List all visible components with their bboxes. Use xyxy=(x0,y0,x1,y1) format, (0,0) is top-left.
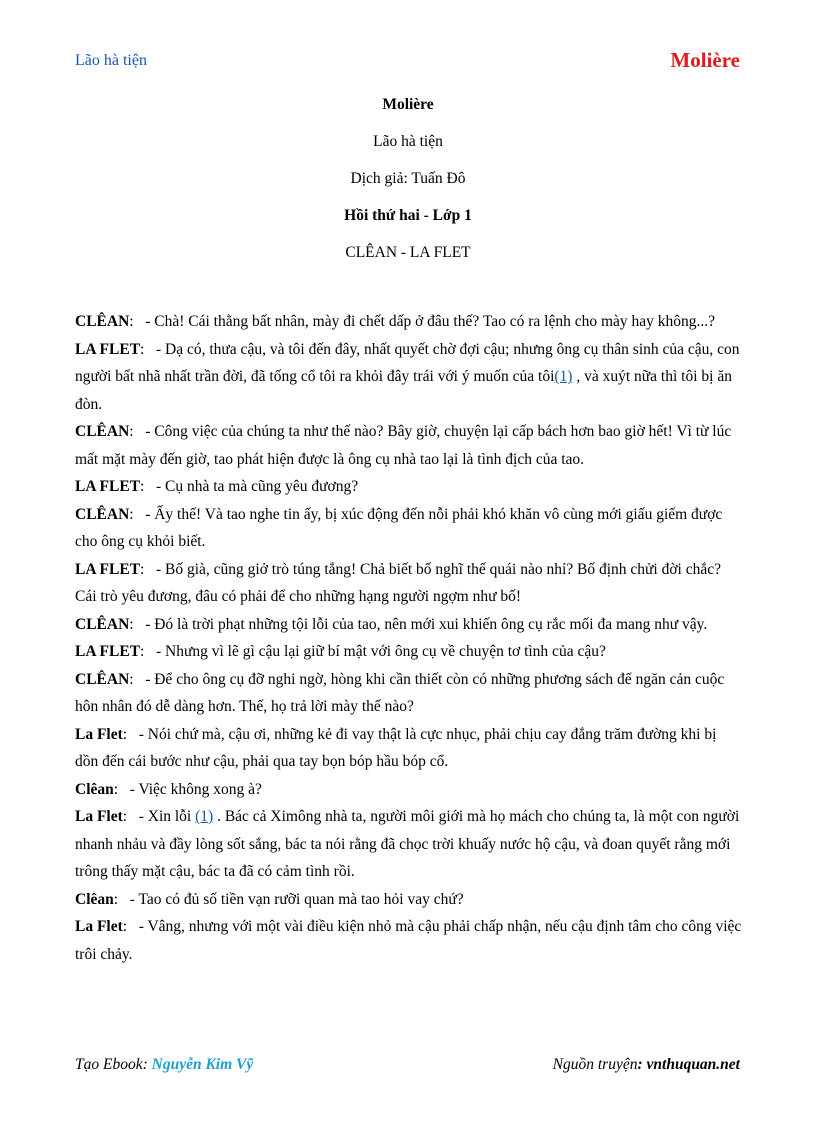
footnote-link[interactable]: (1) xyxy=(554,368,573,385)
speaker: La Flet xyxy=(75,725,123,743)
footer-ebook-credit: Tạo Ebook: Nguyễn Kim Vỹ xyxy=(75,1056,254,1073)
line-text: - Dạ có, thưa cậu, và tôi đến đây, nhất quyết chờ đợi cậu; nhưng ông cụ thân sinh của cậu, con người bất nhã nhất trần đời, đã tống cổ tôi ra khỏi đây trái với ý muốn của tôi xyxy=(75,340,740,385)
speaker: LA FLET xyxy=(75,478,141,495)
speaker: CLÊAN xyxy=(75,615,130,633)
dialogue-line: CLÊAN: - Ấy thế! Và tao nghe tin ấy, bị xúc động đến nỗi phải khó khăn vô cùng mới giấu giếm được cho ông cụ khỏi biết. xyxy=(75,505,723,550)
footer-ebook-label: Tạo Ebook xyxy=(75,1056,143,1073)
speaker: La Flet xyxy=(75,918,123,935)
dialogue-line: LA FLET: - Nhưng vì lẽ gì cậu lại giữ bí mật với ông cụ về chuyện tơ tình của cậu? xyxy=(75,643,606,660)
dialogue-line: Clêan: - Việc không xong à? xyxy=(75,780,262,798)
dialogue xyxy=(75,308,743,968)
speaker: CLÊAN xyxy=(75,313,130,330)
line-text: - Bố già, cũng giở trò túng tắng! Chả biết bố nghĩ thế quái nào nhỉ? Bố định chửi đời chắc? Cái trò yêu đương, đâu có phải để cho những hạng người ngợm như bố! xyxy=(75,560,722,605)
line-text: - Đó là trời phạt những tội lỗi của tao, nên mới xui khiến ông cụ rắc mối đa mang như vậy. xyxy=(145,615,708,633)
speaker: Clêan xyxy=(75,890,114,908)
header-book-title: Lão hà tiện xyxy=(75,52,147,69)
line-text: - Nói chứ mà, cậu ơi, những kẻ đi vay thật là cực nhục, phải chịu cay đắng trăm đường khi bị dồn đến cái bước như cậu, phải qua tay bọn bóp hầu bóp cổ. xyxy=(75,725,717,770)
line-text: - Công việc của chúng ta như thế nào? Bây giờ, chuyện lại cấp bách hơn bao giờ hết! Vì từ lúc mất mặt mày đến giờ, tao phát hiện được là ông cụ nhà tao lại là tình địch của tao. xyxy=(75,423,732,468)
header-author: Molière xyxy=(670,48,740,72)
footer-source: Nguồn truyện: vnthuquan.net xyxy=(552,1056,740,1073)
scene-characters: CLÊAN - LA FLET xyxy=(345,244,471,261)
speaker: CLÊAN xyxy=(75,505,130,523)
speaker: CLÊAN xyxy=(75,423,130,440)
speaker: LA FLET xyxy=(75,643,141,660)
dialogue-line: LA FLET: - Dạ có, thưa cậu, và tôi đến đây, nhất quyết chờ đợi cậu; nhưng ông cụ thân sinh của cậu, con người bất nhã nhất trần đời, đã tống cổ tôi ra khỏi đây trái với ý muốn của tôi(1) , và xuýt nữa thì tôi bị ăn đòn. xyxy=(75,340,740,413)
footnote-link[interactable]: (1) xyxy=(195,808,214,825)
line-text: - Xin lỗi xyxy=(138,808,196,825)
line-text: - Việc không xong à? xyxy=(129,780,262,798)
dialogue-line: CLÊAN: - Chà! Cái thằng bất nhân, mày đi chết dấp ở đâu thế? Tao có ra lệnh cho mày hay không...? xyxy=(75,313,716,330)
speaker: LA FLET xyxy=(75,560,141,578)
translator: Dịch giả: Tuấn Đô xyxy=(350,170,466,187)
author-name: Molière xyxy=(382,96,434,113)
line-text: - Tao có đủ số tiền vạn rưỡi quan mà tao hỏi vay chứ? xyxy=(129,890,464,908)
line-text: - Vâng, nhưng với một vài điều kiện nhỏ mà cậu phải chấp nhận, nếu cậu định tâm cho công việc trôi chảy. xyxy=(75,918,742,963)
line-text: - Chà! Cái thằng bất nhân, mày đi chết dấp ở đâu thế? Tao có ra lệnh cho mày hay không...? xyxy=(145,313,716,330)
speaker: LA FLET xyxy=(75,340,141,358)
dialogue-line: La Flet: - Vâng, nhưng với một vài điều kiện nhỏ mà cậu phải chấp nhận, nếu cậu định tâm cho công việc trôi chảy. xyxy=(75,918,742,963)
footer-source-label: Nguồn truyện xyxy=(552,1056,638,1073)
dialogue-line: Clêan: - Tao có đủ số tiền vạn rưỡi quan mà tao hỏi vay chứ? xyxy=(75,890,464,908)
line-text: - Để cho ông cụ đỡ nghi ngờ, hòng khi cần thiết còn có những phương sách để ngăn cản cuộc hôn nhân đó dễ dàng hơn. Thế, họ trả lời mày thế nào? xyxy=(75,670,725,715)
line-text: - Nhưng vì lẽ gì cậu lại giữ bí mật với ông cụ về chuyện tơ tình của cậu? xyxy=(155,643,606,660)
dialogue-line: LA FLET: - Cụ nhà ta mà cũng yêu đương? xyxy=(75,478,359,495)
act-heading: Hồi thứ hai - Lớp 1 xyxy=(344,207,472,224)
dialogue-line: CLÊAN: - Công việc của chúng ta như thế nào? Bây giờ, chuyện lại cấp bách hơn bao giờ hết! Vì từ lúc mất mặt mày đến giờ, tao phát hiện được là ông cụ nhà tao lại là tình địch của tao. xyxy=(75,423,732,468)
dialogue-line: La Flet: - Nói chứ mà, cậu ơi, những kẻ đi vay thật là cực nhục, phải chịu cay đắng trăm đường khi bị dồn đến cái bước như cậu, phải qua tay bọn bóp hầu bóp cổ. xyxy=(75,725,717,770)
line-text-after: . Bác cả Ximông nhà ta, người môi giới mà họ mách cho chúng ta, là một con người nhanh nhảu và đầy lòng sốt sắng, bác ta nói rằng đã chọc trời khuấy nước hộ cậu, và đoan quyết rằng mới trông thấy mặt cậu, bác ta đã có cảm tình rồi. xyxy=(75,808,740,880)
footer-source-site[interactable]: vnthuquan.net xyxy=(646,1056,740,1073)
line-text: - Ấy thế! Và tao nghe tin ấy, bị xúc động đến nỗi phải khó khăn vô cùng mới giấu giếm được cho ông cụ khỏi biết. xyxy=(75,505,723,550)
speaker: La Flet xyxy=(75,808,123,825)
front-matter xyxy=(0,96,816,281)
line-text-after: , và xuýt nữa thì tôi bị ăn đòn. xyxy=(75,368,732,413)
book-title: Lão hà tiện xyxy=(373,133,443,150)
footer-ebook-name: Nguyễn Kim Vỹ xyxy=(151,1056,254,1073)
dialogue-line: CLÊAN: - Đó là trời phạt những tội lỗi của tao, nên mới xui khiến ông cụ rắc mối đa mang như vậy. xyxy=(75,615,708,633)
dialogue-line: LA FLET: - Bố già, cũng giở trò túng tắng! Chả biết bố nghĩ thế quái nào nhỉ? Bố định chửi đời chắc? Cái trò yêu đương, đâu có phải để cho những hạng người ngợm như bố! xyxy=(75,560,722,605)
dialogue-line: CLÊAN: - Để cho ông cụ đỡ nghi ngờ, hòng khi cần thiết còn có những phương sách để ngăn cản cuộc hôn nhân đó dễ dàng hơn. Thế, họ trả lời mày thế nào? xyxy=(75,670,725,715)
speaker: CLÊAN xyxy=(75,670,130,688)
line-text: - Cụ nhà ta mà cũng yêu đương? xyxy=(155,478,359,495)
speaker: Clêan xyxy=(75,780,114,798)
dialogue-line: La Flet: - Xin lỗi (1) . Bác cả Ximông nhà ta, người môi giới mà họ mách cho chúng ta, là một con người nhanh nhảu và đầy lòng sốt sắng, bác ta nói rằng đã chọc trời khuấy nước hộ cậu, và đoan quyết rằng mới trông thấy mặt cậu, bác ta đã có cảm tình rồi. xyxy=(75,808,740,880)
